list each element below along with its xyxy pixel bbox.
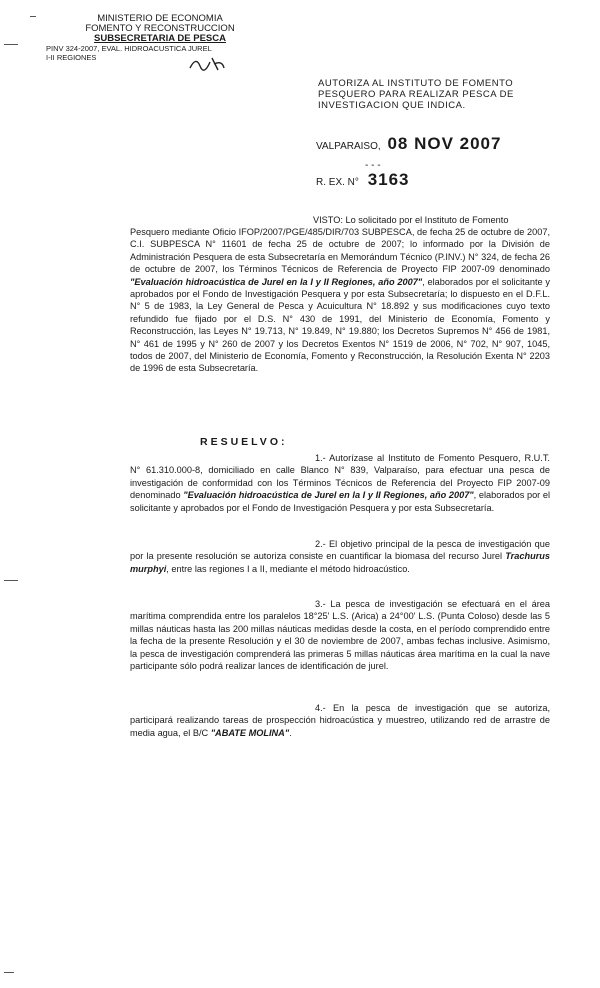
place-label: VALPARAISO, [316, 141, 381, 152]
article-2-text: 2.- El objetivo principal de la pesca de investigación que por la presente resolución se autoriza consiste en cuantificar la biomasa del recurso Jurel [130, 539, 550, 562]
article-4 [130, 702, 550, 739]
visto-text-1: Pesquero mediante Oficio IFOP/2007/PGE/485/DIR/703 SUBPESCA, de fecha 25 de octubre de 2007, C.I. SUBPESCA N° 11601 de fecha 25 de octubre de 2007; lo informado por la División de Administración Pesquera de esta Subsecretaría en Memorándum Técnico (P.INV.) N° 324, de fecha 26 de octubre de 2007, los Términos Técnicos de Referencia de Proyecto FIP 2007-09 denominado [130, 227, 550, 275]
ministry-name: MINISTERIO DE ECONOMIA [97, 13, 223, 24]
project-title: "Evaluación hidroacústica de Jurel en la I y II Regiones, año 2007" [130, 276, 423, 287]
separator-dashes: - - - [365, 160, 381, 171]
rex-number: 3163 [367, 170, 410, 189]
article-4-text: 4.- En la pesca de investigación que se autoriza, participará realizando tareas de prospección hidroacústica y muestreo, utilizando red de arrastre de media agua, el B/C [130, 703, 550, 738]
visto-paragraph [130, 226, 550, 375]
rex-label: R. EX. N° [316, 177, 359, 188]
reference-line-2: I-II REGIONES [46, 53, 97, 62]
resolution-subject: AUTORIZA AL INSTITUTO DE FOMENTO PESQUERO PARA REALIZAR PESCA DE INVESTIGACION QUE INDICA. [318, 78, 514, 111]
scan-edge-mark [30, 16, 36, 17]
scan-edge-mark [4, 580, 18, 581]
ministry-name-2: FOMENTO Y RECONSTRUCCION [85, 23, 235, 34]
date-stamp: 08 NOV 2007 [387, 134, 502, 153]
scan-edge-mark [4, 972, 14, 973]
vessel-name: "ABATE MOLINA" [210, 727, 290, 738]
species-name: Trachurus murphyi [130, 551, 550, 574]
resolution-number-line [316, 170, 410, 190]
subsecretaria-name: SUBSECRETARIA DE PESCA [94, 33, 226, 44]
date-line [316, 134, 501, 154]
article-4-text-end: . [289, 727, 292, 738]
article-1 [130, 452, 550, 514]
article-2 [130, 538, 550, 575]
article-3 [130, 598, 550, 672]
letterhead [40, 14, 280, 62]
handwritten-initials [188, 54, 228, 74]
article-1-project-title: "Evaluación hidroacústica de Jurel en la I y II Regiones, año 2007" [183, 490, 474, 501]
article-3-text: 3.- La pesca de investigación se efectuará en el área marítima comprendida entre los paralelos 18°25' L.S. (Arica) a 24°00' L.S. (Punta Coloso) desde las 5 millas náuticas hasta las 200 millas náuticas medidas desde la costa, en el período comprendido entre la fecha de la presente Resolución y el 30 de noviembre de 2007, ambas fechas inclusive. Asimismo, la pesca de investigación comprenderá las primeras 5 millas náuticas área marítima en la cual la nave participante sólo podrá realizar lances de identificación de jurel. [130, 599, 550, 672]
article-1-text-end: , elaborados por el solicitante y aprobados por el Fondo de Investigación Pesquera y por esta Subsecretaría. [130, 490, 551, 513]
visto-lead: VISTO: Lo solicitado por el Instituto de Fomento [313, 215, 509, 225]
article-2-text-end: , entre las regiones I a II, mediante el método hidroacústico. [166, 563, 410, 574]
visto-text-3: , elaborados por el solicitante y aprobados por el Fondo de Investigación Pesquera y por esta Subsecretaría; lo dispuesto en el D.F.L. N° 5 de 1983, la Ley General de Pesca y Acuicultura N° 18.892 y sus modificaciones cuyo texto refundido fue fijado por el D.S. N° 430 de 1991, del Ministerio de Economía, Fomento y Reconstrucción, las Leyes N° 19.713, N° 19.849, N° 19.880; los Decretos Supremos N° 456 de 1981, N° 461 de 1995 y N° 260 de 2007 y los Decretos Exentos N° 1519 de 2006, N° 702, N° 907, 1045, todos de 2007, del Ministerio de Economía, Fomento y Reconstrucción, la Resolución Exenta N° 2203 de 1996 de esta Subsecretaría. [130, 276, 550, 374]
reference-line: PINV 324-2007, EVAL. HIDROACUSTICA JUREL [46, 44, 212, 53]
resuelvo-heading: RESUELVO: [200, 436, 288, 448]
scan-edge-mark [4, 44, 18, 45]
article-1-text: 1.- Autorízase al Instituto de Fomento Pesquero, R.U.T. N° 61.310.000-8, domiciliado en calle Blanco N° 839, Valparaíso, para efectuar una pesca de investigación de conformidad con los Términos Técnicos de Referencia del Proyecto FIP 2007-09 denominado [130, 453, 550, 501]
